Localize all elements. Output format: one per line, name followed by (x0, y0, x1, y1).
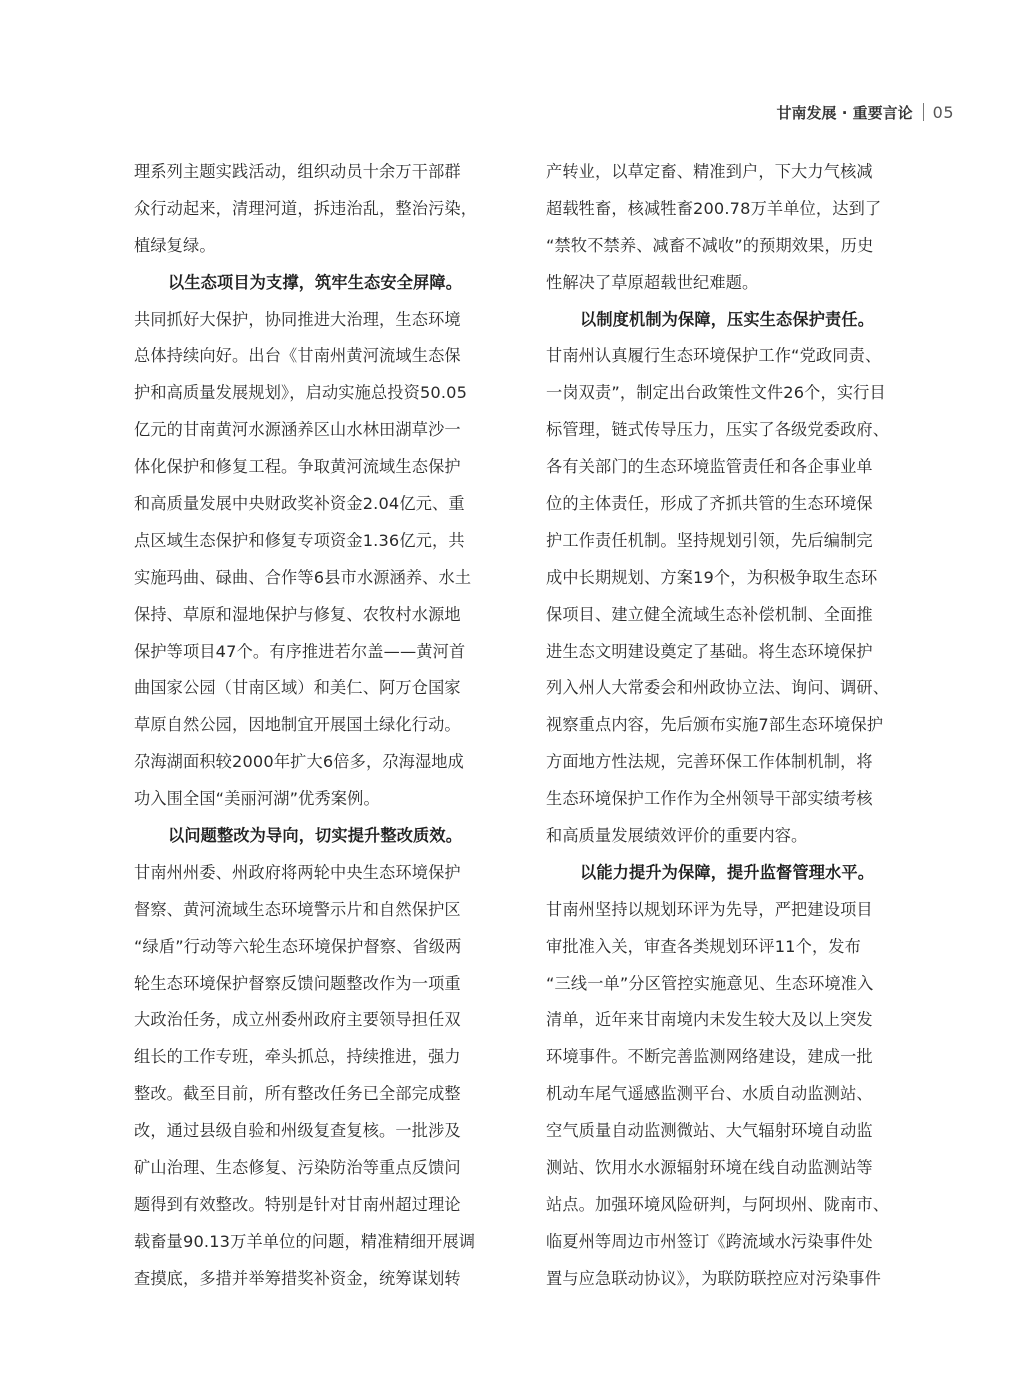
body-text-line: 大政治任务，成立州委州政府主要领导担任双 (134, 1010, 461, 1030)
body-text-line: 成中长期规划、方案19个，为积极争取生态环 (546, 567, 878, 587)
body-text-line: 点区域生态保护和修复专项资金1.36亿元，共 (134, 530, 465, 550)
body-text-line: 测站、饮用水水源辐射环境在线自动监测站等 (546, 1158, 873, 1178)
body-text-line: 列入州人大常委会和州政协立法、询问、调研、 (546, 678, 890, 698)
body-text-line: 各有关部门的生态环境监管责任和各企事业单 (546, 457, 873, 477)
body-text-line: 空气质量自动监测微站、大气辐射环境自动监 (546, 1121, 873, 1141)
body-text-line: 轮生态环境保护督察反馈问题整改作为一项重 (134, 973, 461, 993)
section-heading: 以生态项目为支撑，筑牢生态安全屏障。 (168, 272, 463, 292)
body-text-line: 超载牲畜，核减牲畜200.78万羊单位，达到了 (546, 198, 882, 218)
body-text-line: 众行动起来，清理河道，拆违治乱，整治污染， (134, 198, 478, 218)
body-text-line: 亿元的甘南黄河水源涵养区山水林田湖草沙一 (134, 420, 461, 440)
left-text-column (134, 154, 516, 1298)
body-text-line: 矿山治理、生态修复、污染防治等重点反馈问 (134, 1158, 461, 1178)
body-text-line: 保持、草原和湿地保护与修复、农牧村水源地 (134, 604, 461, 624)
body-text-line: 视察重点内容，先后颁布实施7部生态环境保护 (546, 715, 884, 735)
body-text-line: 标管理，链式传导压力，压实了各级党委政府、 (546, 420, 890, 440)
body-text-line: 题得到有效整改。特别是针对甘南州超过理论 (134, 1194, 461, 1214)
body-text-line: “禁牧不禁养、减畜不减收”的预期效果，历史 (546, 235, 874, 255)
section-title: 甘南发展 · 重要言论 (776, 103, 913, 122)
body-text-line: 共同抓好大保护，协同推进大治理，生态环境 (134, 309, 461, 329)
body-text-line: 位的主体责任，形成了齐抓共管的生态环境保 (546, 494, 873, 514)
body-text-line: 组长的工作专班，牵头抓总，持续推进，强力 (134, 1047, 461, 1067)
body-text-line: 产转业，以草定畜、精准到户，下大力气核减 (546, 162, 873, 181)
body-text-line: 体化保护和修复工程。争取黄河流域生态保护 (134, 457, 461, 477)
body-text-line: 保项目、建立健全流域生态补偿机制、全面推 (546, 604, 873, 624)
body-text-line: 理系列主题实践活动，组织动员十余万干部群 (134, 162, 461, 181)
body-text-line: 载畜量90.13万羊单位的问题，精准精细开展调 (134, 1231, 476, 1251)
header-divider (923, 103, 924, 121)
body-text-line: 和高质量发展中央财政奖补资金2.04亿元、重 (134, 494, 465, 514)
body-text-line: 审批准入关，审查各类规划环评11个，发布 (546, 936, 861, 956)
right-text-column (546, 154, 928, 1298)
body-text-line: “三线一单”分区管控实施意见、生态环境准入 (546, 973, 874, 993)
body-text-line: 方面地方性法规，完善环保工作体制机制，将 (546, 752, 873, 772)
section-heading: 以制度机制为保障，压实生态保护责任。 (580, 309, 875, 329)
body-text-line: 植绿复绿。 (134, 235, 216, 255)
body-text-line: 整改。截至目前，所有整改任务已全部完成整 (134, 1084, 461, 1104)
body-text-line: 实施玛曲、碌曲、合作等6县市水源涵养、水土 (134, 567, 472, 587)
section-heading: 以能力提升为保障，提升监督管理水平。 (580, 862, 875, 882)
body-text-line: 保护等项目47个。有序推进若尔盖——黄河首 (134, 641, 466, 661)
running-header (776, 100, 954, 124)
body-text-line: 一岗双责”，制定出台政策性文件26个，实行目 (546, 383, 886, 403)
body-text-line: 改，通过县级自验和州级复查复核。一批涉及 (134, 1121, 461, 1141)
body-text-line: 查摸底，多措并举筹措奖补资金，统筹谋划转 (134, 1268, 461, 1288)
body-text-line: 甘南州州委、州政府将两轮中央生态环境保护 (134, 862, 461, 882)
body-text-line: 总体持续向好。出台《甘南州黄河流域生态保 (134, 346, 461, 366)
body-text-line: 站点。加强环境风险研判，与阿坝州、陇南市、 (546, 1194, 890, 1214)
body-text-line: 督察、黄河流域生态环境警示片和自然保护区 (134, 899, 461, 919)
body-text-line: 环境事件。不断完善监测网络建设，建成一批 (546, 1047, 873, 1067)
page-number: 05 (932, 102, 954, 122)
body-text-line: 置与应急联动协议》，为联防联控应对污染事件 (546, 1268, 881, 1288)
body-text-line: 护和高质量发展规划》，启动实施总投资50.05 (134, 383, 468, 403)
body-text-line: 护工作责任机制。坚持规划引领，先后编制完 (546, 530, 873, 550)
body-text-line: 性解决了草原超载世纪难题。 (546, 272, 759, 292)
body-text-line: 功入围全国“美丽河湖”优秀案例。 (134, 789, 380, 809)
body-text-line: 甘南州坚持以规划环评为先导，严把建设项目 (546, 899, 873, 919)
section-heading: 以问题整改为导向，切实提升整改质效。 (168, 826, 463, 846)
body-text-line: 曲国家公园（甘南区域）和美仁、阿万仓国家 (134, 678, 461, 698)
body-text-line: 进生态文明建设奠定了基础。将生态环境保护 (546, 641, 873, 661)
body-text-line: 临夏州等周边市州签订《跨流域水污染事件处 (546, 1231, 873, 1251)
body-text-line: 机动车尾气遥感监测平台、水质自动监测站、 (546, 1084, 873, 1104)
body-text-line: 生态环境保护工作作为全州领导干部实绩考核 (546, 789, 873, 809)
body-text-line: 清单，近年来甘南境内未发生较大及以上突发 (546, 1010, 873, 1030)
body-text-line: 尕海湖面积较2000年扩大6倍多，尕海湿地成 (134, 752, 464, 772)
body-text-line: 和高质量发展绩效评价的重要内容。 (546, 826, 808, 846)
body-text-line: 甘南州认真履行生态环境保护工作“党政同责、 (546, 346, 882, 366)
body-text-line: 草原自然公园，因地制宜开展国土绿化行动。 (134, 715, 461, 735)
body-text-line: “绿盾”行动等六轮生态环境保护督察、省级两 (134, 936, 462, 956)
